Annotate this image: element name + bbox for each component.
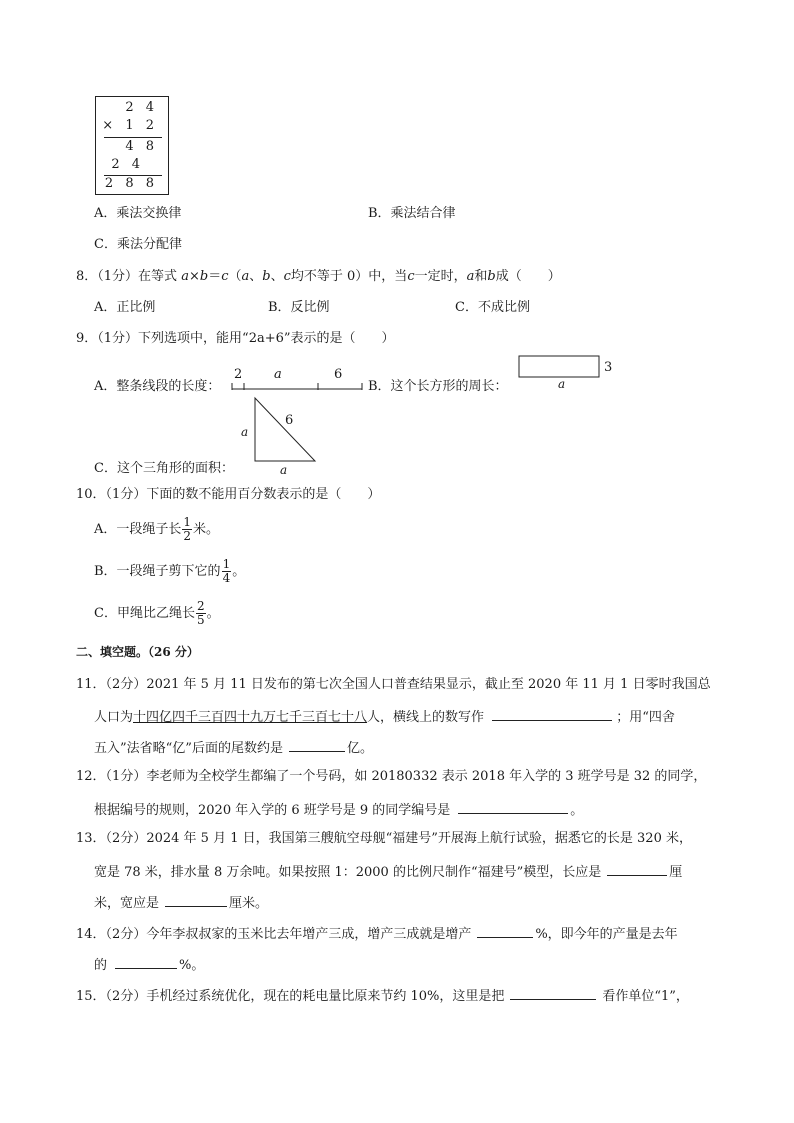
q8-num: 8．（1分）在等式 [76,269,178,284]
q15-line-1 [76,985,689,1006]
q8-var-a: a [241,269,250,284]
q11-l2c: 人，横线上的数写作 [367,710,485,725]
q13-l3a: 米，宽应是 [94,896,160,911]
triangle-base-label: a [280,463,288,476]
q8-cvar: c [407,269,415,284]
q13-blank-length[interactable] [607,861,667,876]
segment-label-2: 2 [234,367,243,382]
q11-l2a: 人口为 [94,710,134,725]
q8-tail: 成（ ） [495,269,561,284]
q8-times: × [188,269,200,284]
q10-question: 10．（1分）下面的数不能用百分数表示的是（ ） [76,487,381,502]
q10-option-b[interactable] [94,554,245,590]
q7-option-a[interactable]: A．乘法交换律 [94,206,182,221]
q8-eq-a: a [181,269,189,284]
q14-line-2 [94,954,204,975]
q15-l1a: 15．（2分）手机经过系统优化，现在的耗电量比原来节约 10%，这里是把 [76,989,505,1004]
q8-sep2: 、 [270,269,284,284]
q11-line-2 [94,706,675,727]
q11-line-3 [94,737,373,758]
q13-line-3 [94,892,268,913]
q14-line-1 [76,923,678,944]
q10-b-post: 。 [232,564,246,579]
multiplication-figure [95,96,169,195]
q8-cond: 均不等于 0）中，当 [290,269,408,284]
q9-segment-figure [228,362,368,396]
q11-blank-2[interactable] [289,737,345,752]
q13-l2a: 宽是 78 米，排水量 8 万余吨。如果按照 1：2000 的比例尺制作“福建号”模型，长应是 [94,865,602,880]
q10-option-a[interactable] [94,512,219,548]
q9-option-a[interactable]: A．整条线段的长度： [94,379,221,394]
q11-l3b: 亿。 [346,741,373,756]
q8-eq-mid: ＝ [208,269,222,284]
q12-line-2 [94,799,583,820]
q10-a-pre: A．一段绳子长 [94,522,182,537]
q11-l2d: ；用“四舍 [616,710,675,725]
q9-option-c[interactable]: C．这个三角形的面积： [94,461,234,476]
segment-label-6: 6 [334,367,343,382]
q13-line-2 [94,861,682,882]
q8-var-b: b [262,269,271,284]
q15-l1b: 看作单位“1”， [602,989,689,1004]
q14-l2b: %。 [179,958,205,973]
q9-option-b[interactable]: B．这个长方形的周长： [368,379,508,394]
q14-l2a: 的 [94,958,108,973]
q13-l3b: 厘米。 [229,896,269,911]
q12-l2a: 根据编号的规则，2020 年入学的 6 班学号是 9 的同学编号是 [94,803,451,818]
q11-l3a: 五入”法省略“亿”后面的尾数约是 [94,741,283,756]
q8-option-c[interactable]: C．不成比例 [455,300,530,315]
q14-l1a: 14．（2分）今年李叔叔家的玉米比去年增产三成，增产三成就是增产 [76,927,472,942]
q9-question: 9．（1分）下列选项中，能用“2a+6”表示的是（ ） [76,331,395,346]
q10-option-c[interactable] [94,596,220,632]
fraction-denominator: 5 [196,613,205,627]
q10-b-pre: B．一段绳子剪下它的 [94,564,221,579]
q8-option-b[interactable]: B．反比例 [268,300,330,315]
q14-blank-2[interactable] [115,954,177,969]
q7-option-b[interactable]: B．乘法结合律 [368,206,456,221]
q12-blank[interactable] [458,799,568,814]
q15-blank[interactable] [510,985,596,1000]
triangle-height-label: a [241,425,249,439]
rectangle-width-label: a [558,377,566,390]
q8-fixed: 一定时， [414,269,467,284]
fraction-numerator: 1 [183,515,192,529]
triangle-hypotenuse-label: 6 [285,413,294,428]
fraction-denominator: 4 [222,571,231,585]
mult-times: × 1 2 [102,118,158,133]
fraction-2-5 [196,600,206,627]
q8-bvar: b [487,269,496,284]
q13-line-1: 13．（2分）2024 年 5 月 1 日，我国第三艘航空母舰“福建号”开展海上航行试验，据悉它的长是 320 米， [76,831,692,846]
q11-population-words: 十四亿四千三百四十九万七千三百七十八 [133,710,368,725]
q10-c-post: 。 [206,606,220,621]
mult-partial-2: 2 4 [111,157,144,172]
mult-top: 2 4 [125,100,158,115]
mult-partial-1: 4 8 [125,139,158,154]
fraction-1-2 [182,516,192,543]
q14-l1b: %，即今年的产量是去年 [535,927,678,942]
q13-l2b: 厘 [669,865,683,880]
q14-blank-1[interactable] [477,923,533,938]
q8-var-c: c [283,269,291,284]
q8-sep1: 、 [249,269,263,284]
q11-blank-1[interactable] [492,706,612,721]
q10-c-pre: C．甲绳比乙绳长 [94,606,195,621]
section-title-fill-in: 二、填空题。（26 分） [76,645,199,659]
q10-a-post: 米。 [193,522,220,537]
q8-eq-c: c [221,269,229,284]
q13-blank-width[interactable] [165,892,227,907]
q8-and: 和 [474,269,488,284]
mult-result: 2 8 8 [104,176,158,191]
q8-option-a[interactable]: A．正比例 [94,300,156,315]
q8-eq-b: b [199,269,209,284]
fraction-numerator: 1 [222,557,231,571]
q8-paren: （ [228,269,242,284]
fraction-denominator: 2 [183,529,192,543]
fraction-1-4 [222,558,232,585]
q12-l2b: 。 [570,803,584,818]
triangle-shape [255,398,315,461]
q8-question [76,268,561,286]
q7-option-c[interactable]: C．乘法分配律 [94,237,182,252]
q12-line-1: 12．（1分）李老师为全校学生都编了一个号码，如 20180332 表示 2018 年入学的 3 班学号是 32 的同学， [76,769,707,784]
mult-line-1 [104,137,162,138]
fraction-numerator: 2 [196,599,205,613]
rectangle-shape [519,356,599,377]
q11-line-1: 11．（2分）2021 年 5 月 11 日发布的第七次全国人口普查结果显示，截止至 2020 年 11 月 1 日零时我国总 [76,677,711,692]
q9-rectangle-figure [516,354,616,390]
rectangle-height-label: 3 [604,360,613,375]
q9-triangle-figure [238,394,322,476]
segment-label-a: a [274,367,282,382]
q8-avar: a [466,269,475,284]
